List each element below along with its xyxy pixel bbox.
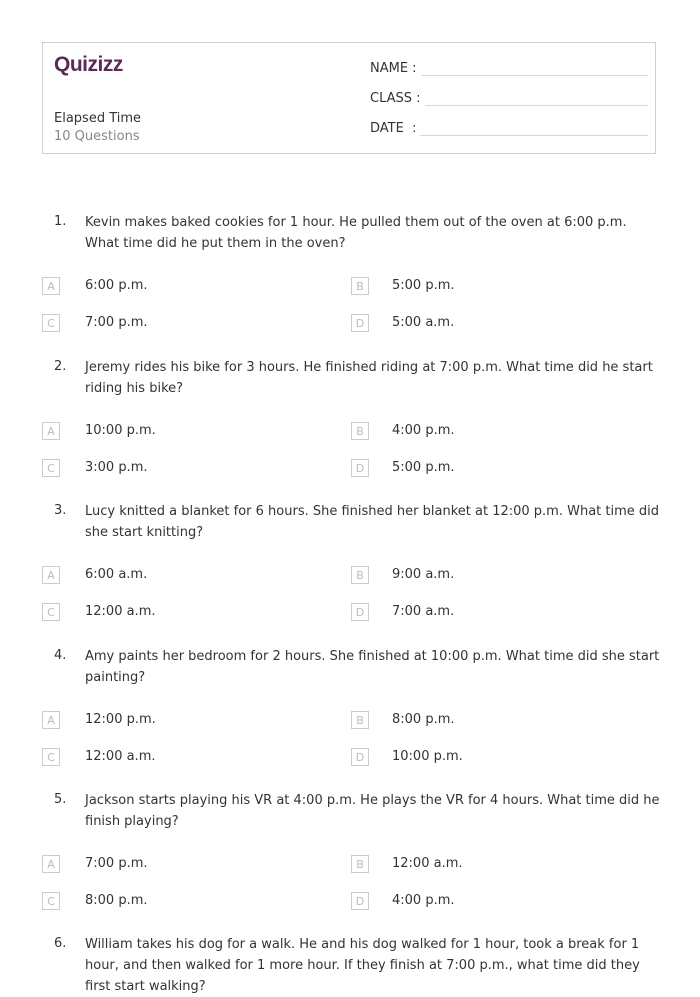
question-text: Amy paints her bedroom for 2 hours. She finished at 10:00 p.m. What time did she start painting? (85, 649, 660, 685)
option-letter-box[interactable]: A (42, 566, 60, 584)
option-letter-box[interactable]: B (351, 422, 369, 440)
option-text: 10:00 p.m. (392, 749, 463, 764)
question-number: 1. (54, 214, 67, 229)
question-number: 5. (54, 792, 67, 807)
option-letter-box[interactable]: A (42, 855, 60, 873)
option-text: 5:00 p.m. (392, 460, 455, 475)
quizizz-logo: Quizizz (54, 53, 123, 76)
worksheet-title: Elapsed Time (54, 111, 142, 126)
option-letter-box[interactable]: B (351, 566, 369, 584)
question-text: Lucy knitted a blanket for 6 hours. She finished her blanket at 12:00 p.m. What time did she start knitting? (85, 504, 660, 540)
class-field[interactable] (370, 91, 648, 106)
class-label: CLASS : (370, 91, 421, 106)
option-letter-box[interactable]: D (351, 459, 369, 477)
option-letter-box[interactable]: C (42, 314, 60, 332)
option-text: 3:00 p.m. (85, 460, 148, 475)
question-number: 2. (54, 359, 67, 374)
option-text: 4:00 p.m. (392, 893, 455, 908)
option-text: 12:00 a.m. (392, 856, 463, 871)
name-label: NAME : (370, 61, 417, 76)
question-text: Jeremy rides his bike for 3 hours. He finished riding at 7:00 p.m. What time did he start riding his bike? (85, 360, 653, 396)
option-letter-box[interactable]: D (351, 314, 369, 332)
option-text: 10:00 p.m. (85, 423, 156, 438)
option-text: 7:00 p.m. (85, 856, 148, 871)
option-text: 6:00 a.m. (85, 567, 148, 582)
option-letter-box[interactable]: A (42, 277, 60, 295)
option-text: 7:00 p.m. (85, 315, 148, 330)
option-letter-box[interactable]: D (351, 748, 369, 766)
date-field[interactable] (370, 121, 648, 136)
option-text: 12:00 a.m. (85, 604, 156, 619)
question-text: Kevin makes baked cookies for 1 hour. He pulled them out of the oven at 6:00 p.m. What time did he put them in the oven? (85, 215, 627, 251)
question-number: 3. (54, 503, 67, 518)
option-letter-box[interactable]: A (42, 711, 60, 729)
option-letter-box[interactable]: A (42, 422, 60, 440)
question-text: Jackson starts playing his VR at 4:00 p.m. He plays the VR for 4 hours. What time did he finish playing? (85, 793, 660, 829)
option-text: 8:00 p.m. (392, 712, 455, 727)
option-text: 12:00 a.m. (85, 749, 156, 764)
option-text: 8:00 p.m. (85, 893, 148, 908)
option-letter-box[interactable]: D (351, 892, 369, 910)
option-text: 5:00 a.m. (392, 315, 455, 330)
question-text: William takes his dog for a walk. He and his dog walked for 1 hour, took a break for 1 hour, and then walked for 1 more hour. If they finish at 7:00 p.m., what time did they first start walking? (85, 937, 640, 994)
option-letter-box[interactable]: B (351, 855, 369, 873)
option-letter-box[interactable]: C (42, 603, 60, 621)
option-text: 7:00 a.m. (392, 604, 455, 619)
question-count: 10 Questions (54, 129, 140, 144)
worksheet-header (42, 42, 656, 154)
question-number: 4. (54, 648, 67, 663)
option-letter-box[interactable]: B (351, 711, 369, 729)
class-line[interactable] (425, 91, 648, 106)
option-text: 6:00 p.m. (85, 278, 148, 293)
date-line[interactable] (420, 121, 648, 136)
date-label: DATE : (370, 121, 417, 136)
option-letter-box[interactable]: D (351, 603, 369, 621)
option-text: 4:00 p.m. (392, 423, 455, 438)
option-letter-box[interactable]: B (351, 277, 369, 295)
question-number: 6. (54, 936, 67, 951)
option-letter-box[interactable]: C (42, 748, 60, 766)
option-text: 12:00 p.m. (85, 712, 156, 727)
option-text: 5:00 p.m. (392, 278, 455, 293)
name-field[interactable] (370, 61, 648, 76)
option-text: 9:00 a.m. (392, 567, 455, 582)
option-letter-box[interactable]: C (42, 459, 60, 477)
name-line[interactable] (421, 61, 648, 76)
option-letter-box[interactable]: C (42, 892, 60, 910)
